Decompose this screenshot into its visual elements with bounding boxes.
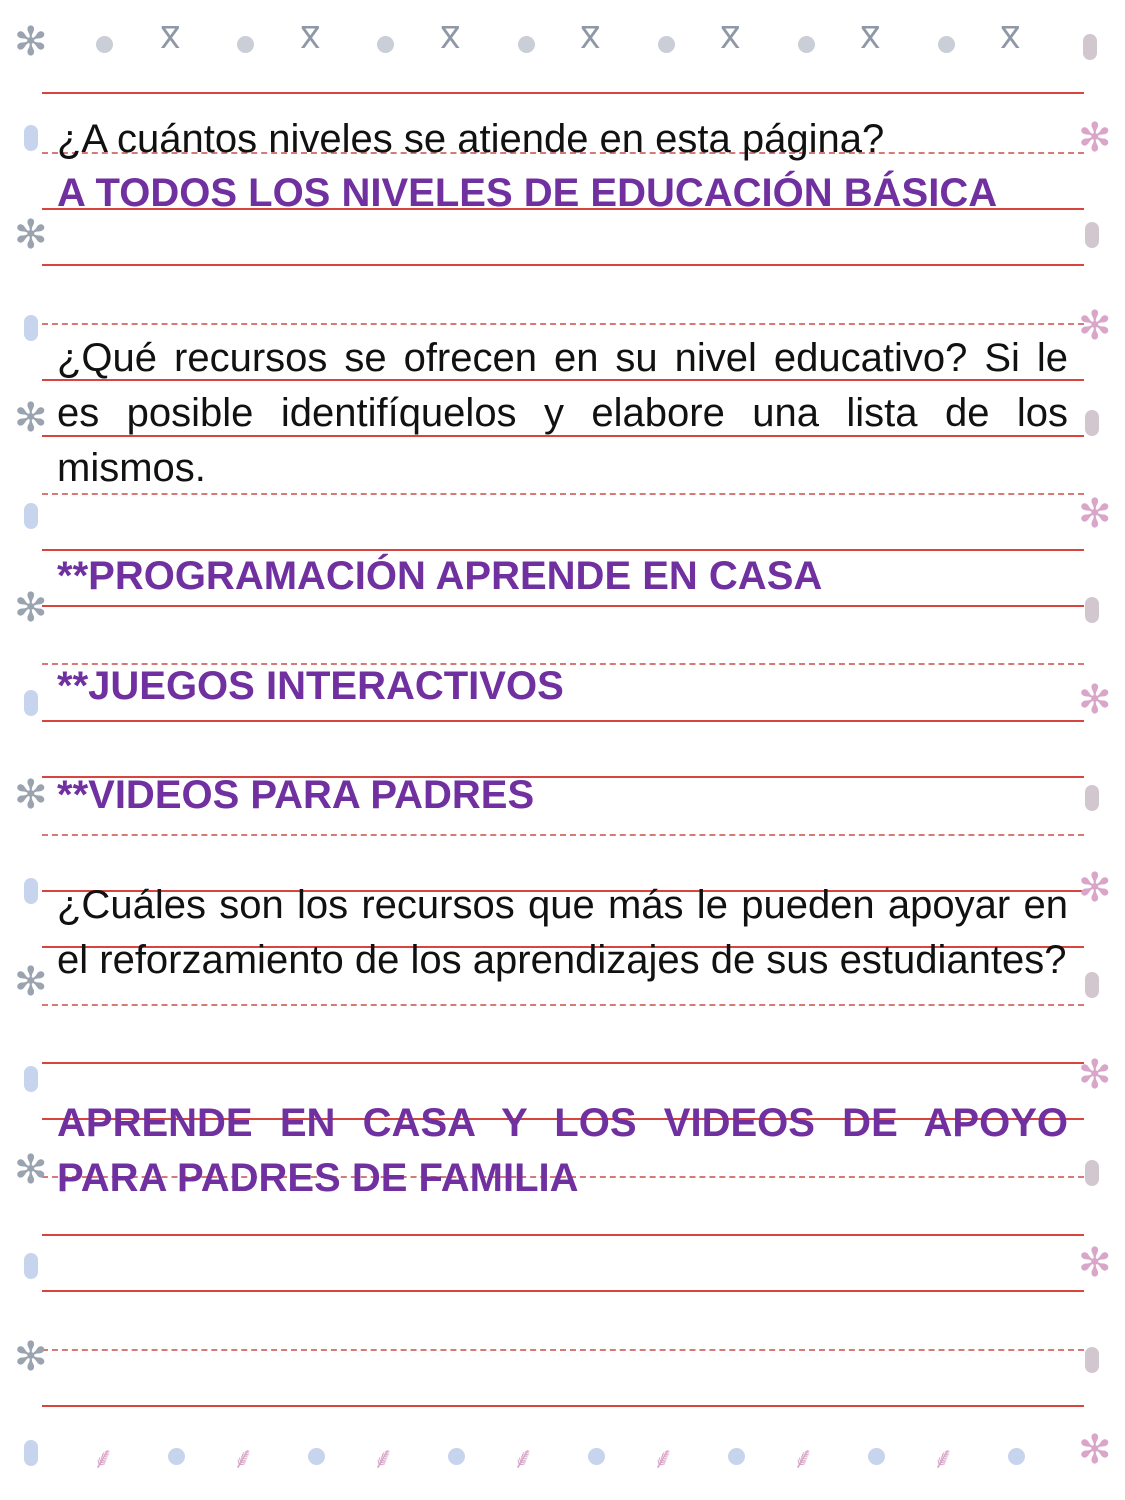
resource-item: **VIDEOS PARA PADRES xyxy=(57,773,535,817)
sprig-icon: ⴳ xyxy=(440,22,461,55)
resource-item: **PROGRAMACIÓN APRENDE EN CASA xyxy=(57,554,823,598)
drop-icon xyxy=(24,1253,38,1279)
dot-icon xyxy=(938,36,955,53)
star-icon: ✻ xyxy=(14,773,48,817)
sprig-icon: ⸙ xyxy=(92,1442,115,1475)
rule-line xyxy=(42,1290,1084,1292)
dot-icon xyxy=(728,1448,745,1465)
drop-icon xyxy=(1085,972,1099,998)
drop-icon xyxy=(24,125,38,151)
dot-icon xyxy=(96,36,113,53)
star-icon: ✻ xyxy=(1078,116,1112,160)
rule-line xyxy=(42,720,1084,722)
sprig-icon: ⸙ xyxy=(792,1442,815,1475)
dot-icon xyxy=(237,36,254,53)
question-resources: ¿Qué recursos se ofrecen en su nivel educativo? Si le es posible identifíquelos y elabore una lista de los mismos. xyxy=(57,336,1068,490)
drop-icon xyxy=(24,1440,38,1466)
dot-icon xyxy=(588,1448,605,1465)
sprig-icon: ⴳ xyxy=(860,22,881,55)
star-icon: ✻ xyxy=(1078,304,1112,348)
answer-levels: A TODOS LOS NIVELES DE EDUCACIÓN BÁSICA xyxy=(57,171,998,215)
sprig-icon: ⸙ xyxy=(932,1442,955,1475)
drop-icon xyxy=(24,878,38,904)
question-levels: ¿A cuántos niveles se atiende en esta página? xyxy=(57,117,885,161)
dot-icon xyxy=(168,1448,185,1465)
sprig-icon: ⴳ xyxy=(1000,22,1021,55)
dot-icon xyxy=(798,36,815,53)
star-icon: ✻ xyxy=(1078,1053,1112,1097)
dot-icon xyxy=(868,1448,885,1465)
drop-icon xyxy=(24,1066,38,1092)
star-icon: ✻ xyxy=(14,396,48,440)
star-icon: ✻ xyxy=(1078,1241,1112,1285)
sprig-icon: ⴳ xyxy=(300,22,321,55)
drop-icon xyxy=(1085,410,1099,436)
star-icon: ✻ xyxy=(14,586,48,630)
rule-line xyxy=(42,1062,1084,1064)
sprig-icon: ⴳ xyxy=(160,22,181,55)
drop-icon xyxy=(24,315,38,341)
drop-icon xyxy=(1085,597,1099,623)
drop-icon xyxy=(24,503,38,529)
sprig-icon: ⸙ xyxy=(372,1442,395,1475)
rule-line xyxy=(42,1349,1084,1351)
rule-line xyxy=(42,323,1084,325)
drop-icon xyxy=(1085,785,1099,811)
sprig-icon: ⴳ xyxy=(720,22,741,55)
drop-icon xyxy=(24,690,38,716)
star-icon: ✻ xyxy=(14,960,48,1004)
dot-icon xyxy=(518,36,535,53)
drop-icon xyxy=(1085,222,1099,248)
dot-icon xyxy=(448,1448,465,1465)
star-icon: ✻ xyxy=(14,1148,48,1192)
star-icon: ✻ xyxy=(1078,678,1112,722)
star-icon: ✻ xyxy=(1078,1428,1112,1472)
dot-icon xyxy=(308,1448,325,1465)
star-icon: ✻ xyxy=(1078,492,1112,536)
drop-icon xyxy=(1085,1347,1099,1373)
star-icon: ✻ xyxy=(14,20,48,64)
drop-icon xyxy=(1083,34,1097,60)
rule-line xyxy=(42,1234,1084,1236)
question-support: ¿Cuáles son los recursos que más le pueden apoyar en el reforzamiento de los aprendizajes de sus estudiantes? xyxy=(57,883,1068,982)
dot-icon xyxy=(658,36,675,53)
rule-line xyxy=(42,1004,1084,1006)
answer-support: APRENDE EN CASA Y LOS VIDEOS DE APOYO PARA PADRES DE FAMILIA xyxy=(57,1101,1068,1200)
rule-line xyxy=(42,1405,1084,1407)
sprig-icon: ⸙ xyxy=(652,1442,675,1475)
rule-line xyxy=(42,264,1084,266)
dot-icon xyxy=(377,36,394,53)
sprig-icon: ⸙ xyxy=(232,1442,255,1475)
star-icon: ✻ xyxy=(1078,866,1112,910)
sprig-icon: ⴳ xyxy=(580,22,601,55)
resource-item: **JUEGOS INTERACTIVOS xyxy=(57,664,564,708)
dot-icon xyxy=(1008,1448,1025,1465)
rule-line xyxy=(42,605,1084,607)
star-icon: ✻ xyxy=(14,1335,48,1379)
star-icon: ✻ xyxy=(14,213,48,257)
rule-line xyxy=(42,92,1084,94)
rule-line xyxy=(42,834,1084,836)
drop-icon xyxy=(1085,1160,1099,1186)
sprig-icon: ⸙ xyxy=(512,1442,535,1475)
